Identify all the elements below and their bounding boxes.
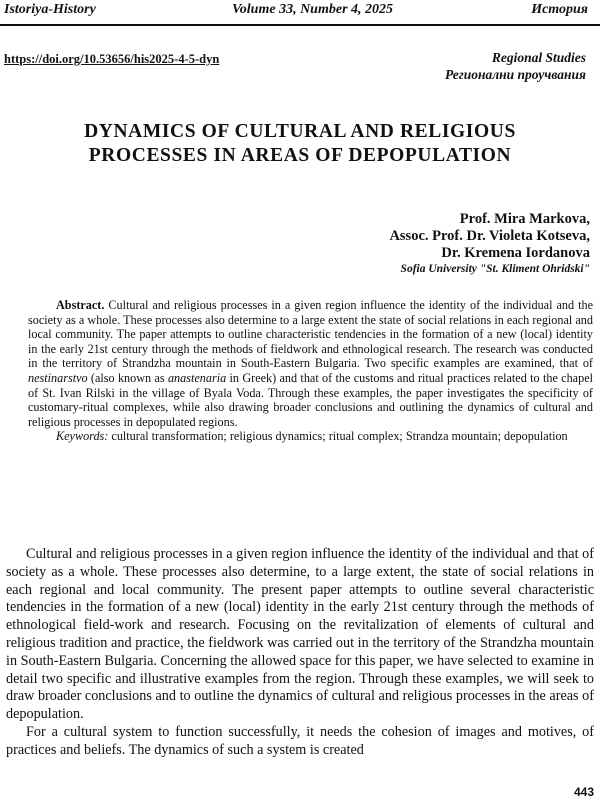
keywords	[28, 429, 593, 444]
author-1: Prof. Mira Markova,	[459, 211, 590, 227]
doi-link[interactable]: https://doi.org/10.53656/his2025-4-5-dyn	[4, 52, 220, 66]
journal-name: Istoriya-History	[4, 2, 96, 17]
abstract-text-b: (also known as	[87, 370, 168, 385]
section-label-en: Regional Studies	[491, 50, 586, 65]
abstract-paragraph	[28, 298, 593, 429]
abstract-text-a: Cultural and religious processes in a given region influence the identity of the individual and the society as a whole. These processes also determine to a large extent the state of social relations in each regional and local community. The paper attempts to outline characteristic tendencies in the formation of a new (local) identity in the early 21st century through the methods of fieldwork and ethnological research. The research was conducted in the territory of Strandzha mountain in South-Eastern Bulgaria. Two specific examples are examined, that of	[28, 298, 593, 371]
keywords-label: Keywords:	[56, 429, 109, 444]
section-label-bg: Регионални проучвания	[444, 67, 586, 82]
journal-name-cyrillic: История	[531, 2, 588, 17]
body-paragraph-2: For a cultural system to function successfully, it needs the cohesion of images and motives, of practices and beliefs. The dynamics of such a system is created	[6, 723, 594, 758]
keywords-text: cultural transformation; religious dynamics; ritual complex; Strandza mountain; depopulation	[108, 429, 568, 444]
paper-title	[10, 120, 590, 168]
title-line-2: PROCESSES IN AREAS OF DEPOPULATION	[88, 145, 512, 166]
abstract-term-nestinarstvo: nestinarstvo	[28, 370, 88, 385]
author-block	[389, 211, 590, 277]
author-2: Assoc. Prof. Dr. Violeta Kotseva,	[389, 228, 590, 244]
abstract-label: Abstract.	[56, 298, 105, 312]
body-text	[6, 546, 594, 760]
author-3: Dr. Kremena Iordanova	[441, 245, 590, 261]
abstract	[28, 298, 593, 444]
volume-issue: Volume 33, Number 4, 2025	[232, 2, 394, 17]
page-number: 443	[573, 785, 594, 799]
abstract-term-anastenaria: anastenaria	[167, 370, 227, 385]
title-line-1: DYNAMICS OF CULTURAL AND RELIGIOUS	[84, 121, 516, 142]
author-affiliation: Sofia University "St. Kliment Ohridski"	[400, 263, 590, 275]
running-header	[0, 0, 600, 26]
body-paragraph-1: Cultural and religious processes in a given region influence the identity of the individual and that of society as a whole. These processes also determine, to a large extent, the state of social relations in each regional and local community. The present paper attempts to outline several characteristic tendencies in the formation of a new (local) identity in the early 21st century through the methods of ethnological field-work and research. Focusing on the revitalization of elements of cultural and religious tradition and practice, the fieldwork was carried out in the territory of the Strandzha mountain in South-Eastern Bulgaria. Concerning the allowed space for this paper, we have selected to examine in detail two specific and illustrative examples from the region. Through these examples, we will seek to draw broader conclusions and to outline the dynamics of cultural and religious processes in the areas of depopulation.	[6, 546, 594, 723]
abstract-text-c: in Greek) and that of the customs and ritual practices related to the chapel of St. Ivan Rilski in the village of Byala Voda. Through these examples, the paper investigates the specificity of customary-ritual complexes, while also drawing broader conclusions and outlining the dynamics of cultural and religious processes in depopulated regions.	[28, 370, 593, 429]
section-label	[445, 49, 586, 83]
